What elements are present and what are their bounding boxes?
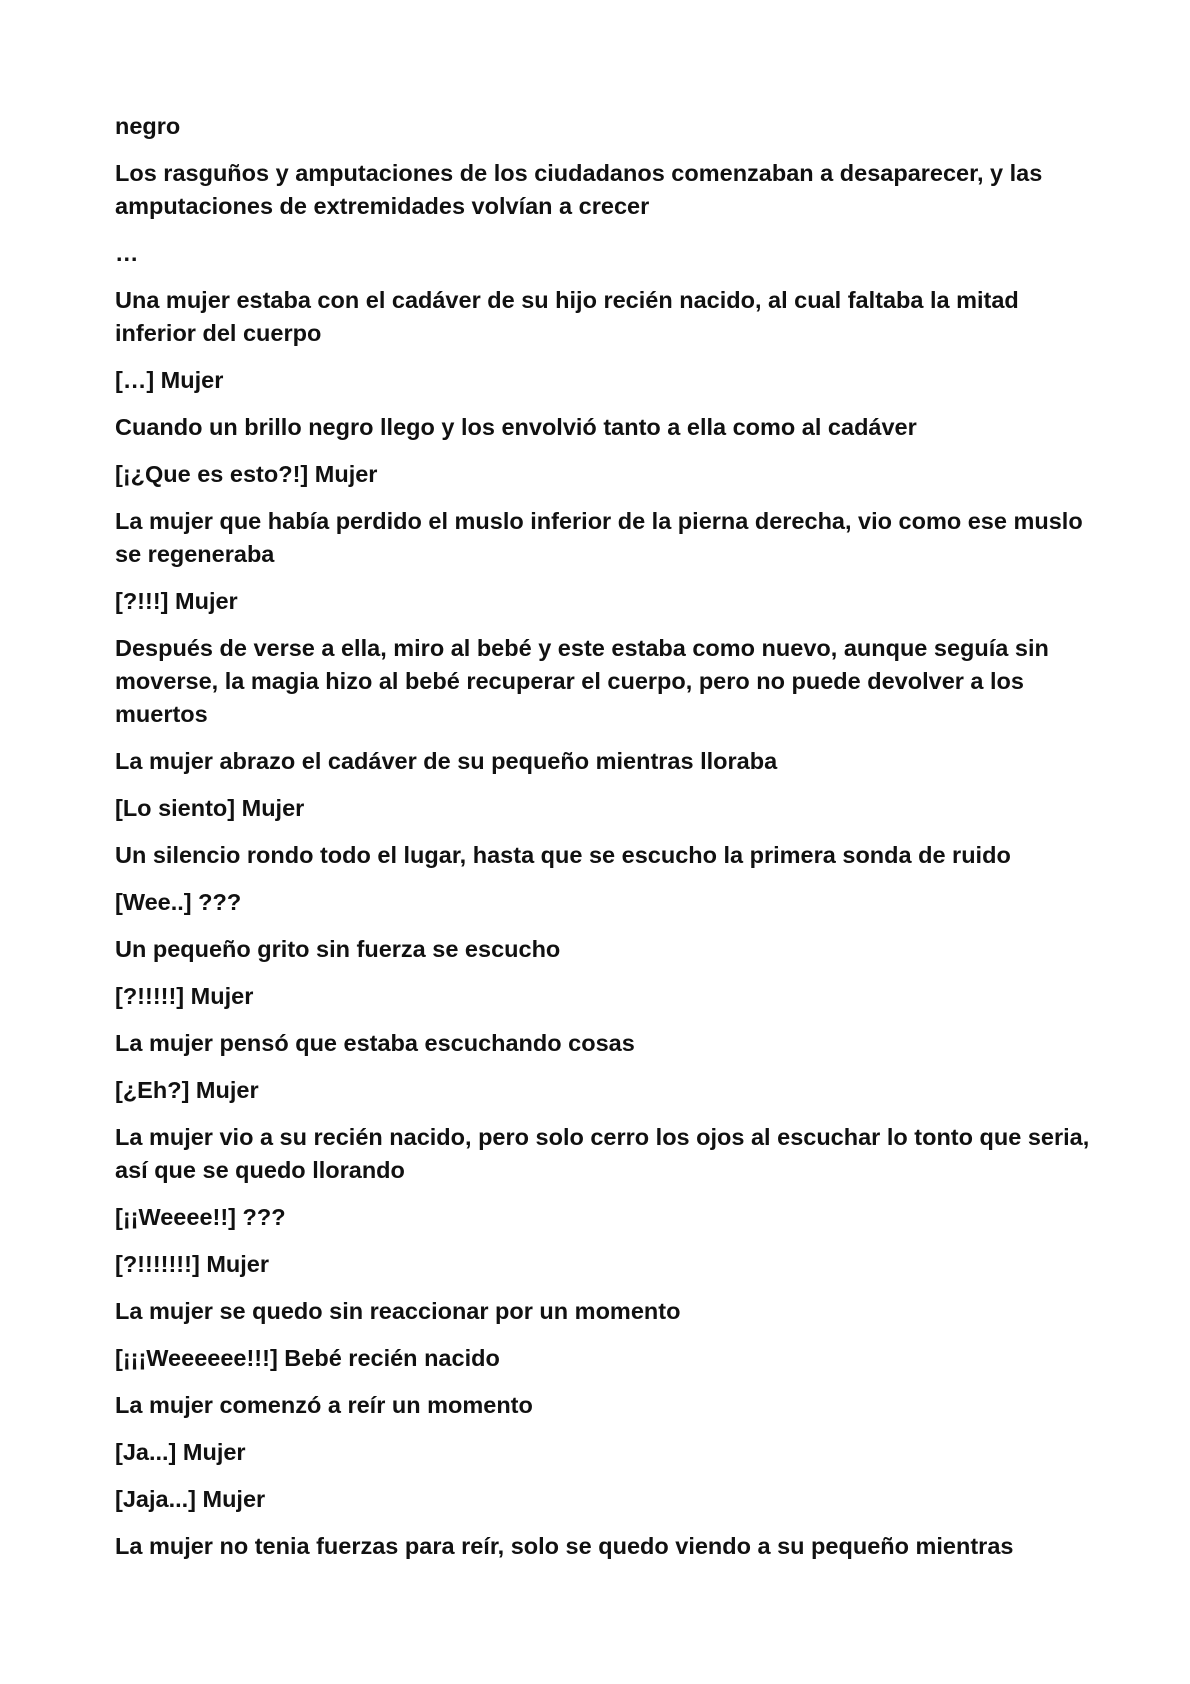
paragraph: Cuando un brillo negro llego y los envolvió tanto a ella como al cadáver — [115, 414, 917, 440]
paragraph: … — [115, 240, 139, 266]
document-body — [115, 110, 1096, 1577]
paragraph: negro — [115, 113, 181, 139]
dialogue-line: [¡¿Que es esto?!] Mujer — [115, 461, 378, 487]
dialogue-line: [Ja...] Mujer — [115, 1439, 246, 1465]
dialogue-line: [Jaja...] Mujer — [115, 1486, 266, 1512]
dialogue-line: [?!!!!!] Mujer — [115, 983, 254, 1009]
paragraph: La mujer vio a su recién nacido, pero solo cerro los ojos al escuchar lo tonto que seria, así que se quedo llorando — [115, 1124, 1096, 1183]
paragraph: Después de verse a ella, miro al bebé y este estaba como nuevo, aunque seguía sin moverse, la magia hizo al bebé recuperar el cuerpo, pero no puede devolver a los muertos — [115, 635, 1056, 727]
dialogue-line: [?!!!] Mujer — [115, 588, 238, 614]
dialogue-line: [?!!!!!!!] Mujer — [115, 1251, 269, 1277]
paragraph: La mujer no tenia fuerzas para reír, solo se quedo viendo a su pequeño mientras — [115, 1533, 1014, 1559]
paragraph: La mujer pensó que estaba escuchando cosas — [115, 1030, 635, 1056]
paragraph: La mujer que había perdido el muslo inferior de la pierna derecha, vio como ese muslo se regeneraba — [115, 508, 1090, 567]
paragraph: Un pequeño grito sin fuerza se escucho — [115, 936, 561, 962]
dialogue-line: [Lo siento] Mujer — [115, 795, 305, 821]
paragraph: Los rasguños y amputaciones de los ciudadanos comenzaban a desaparecer, y las amputaciones de extremidades volvían a crecer — [115, 160, 1049, 219]
dialogue-line: [¡¡Weeee!!] ??? — [115, 1204, 286, 1230]
dialogue-line: [¡¡¡Weeeeee!!!] Bebé recién nacido — [115, 1345, 500, 1371]
dialogue-line: […] Mujer — [115, 367, 224, 393]
paragraph: La mujer comenzó a reír un momento — [115, 1392, 533, 1418]
dialogue-line: [Wee..] ??? — [115, 889, 242, 915]
paragraph: La mujer se quedo sin reaccionar por un momento — [115, 1298, 681, 1324]
dialogue-line: [¿Eh?] Mujer — [115, 1077, 259, 1103]
paragraph: La mujer abrazo el cadáver de su pequeño mientras lloraba — [115, 748, 778, 774]
paragraph: Una mujer estaba con el cadáver de su hijo recién nacido, al cual faltaba la mitad inferior del cuerpo — [115, 287, 1026, 346]
paragraph: Un silencio rondo todo el lugar, hasta que se escucho la primera sonda de ruido — [115, 842, 1011, 868]
